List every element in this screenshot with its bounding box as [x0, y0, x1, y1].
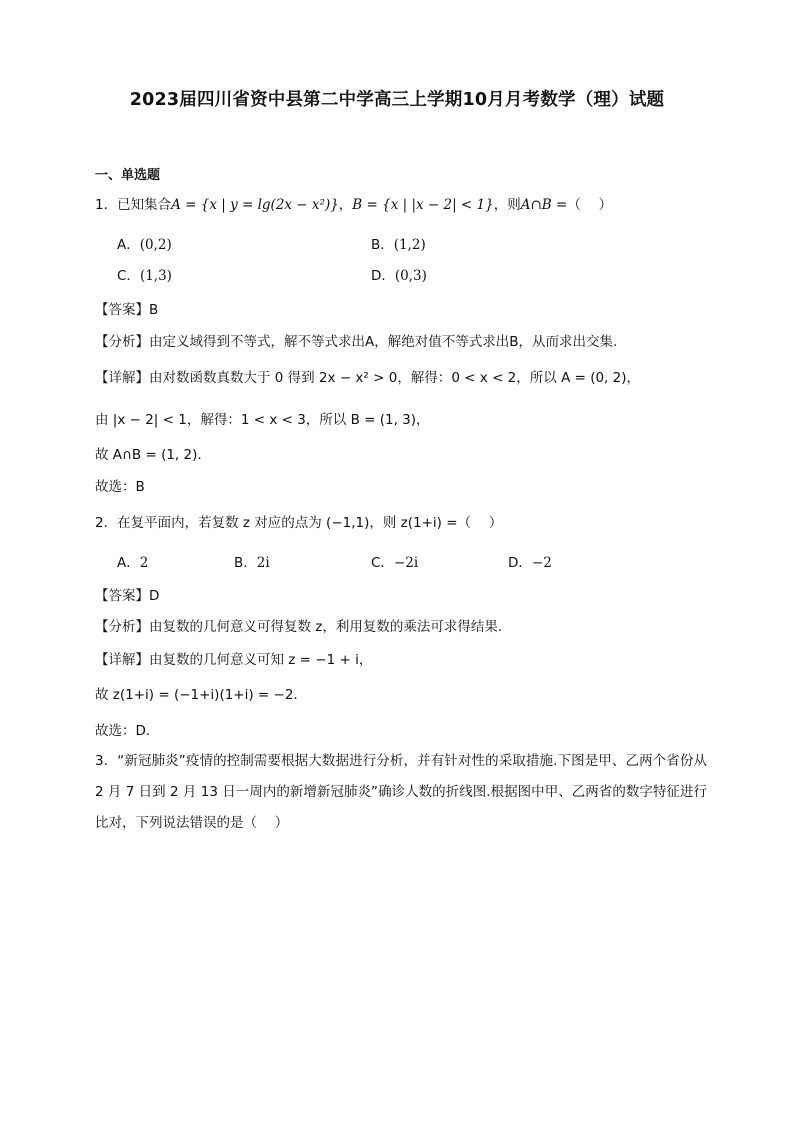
- q1-option-c: [117, 264, 172, 284]
- q1-option-d: [371, 264, 427, 284]
- page-title: 2023届四川省资中县第二中学高三上学期10月月考数学（理）试题: [129, 90, 665, 110]
- detail-tag: 【详解】: [95, 652, 149, 668]
- q2-detail-2: 故 z(1+i) = (−1+i)(1+i) = −2.: [95, 687, 298, 703]
- option-label: B．: [371, 237, 394, 253]
- option-value: (1,2): [393, 237, 426, 253]
- q2-option-d: [508, 551, 552, 571]
- q1-comma: ，: [338, 197, 353, 213]
- option-value: −2i: [393, 555, 419, 571]
- option-label: C．: [371, 555, 394, 571]
- answer-tag: 【答案】: [95, 588, 149, 604]
- option-label: C．: [117, 268, 140, 284]
- question-1-stem: [95, 193, 612, 213]
- q2-answer: [95, 584, 159, 604]
- answer-value: D: [149, 588, 160, 604]
- q1-option-a: [117, 233, 172, 253]
- q1-option-b: [371, 233, 426, 253]
- q2-analysis: [95, 615, 502, 635]
- q2-choose: 故选：D.: [95, 723, 151, 739]
- q1-set-a: A = {x | y = lg(2x − x²)}: [171, 197, 339, 213]
- q2-option-b: [234, 551, 270, 571]
- q1-ask: ，则: [493, 197, 521, 213]
- question-3-stem: 3．“新冠肺炎”疫情的控制需要根据大数据进行分析，并有针对性的采取措施.下图是甲、乙两个省份从 2 月 7 日到 2 月 13 日一周内的新增新冠肺炎”确诊人数的折线图.根据图中甲、乙两省的数字特征进行比对，下列说法错误的是（ ）: [95, 753, 707, 831]
- analysis-text: 由定义域得到不等式，解不等式求出A，解绝对值不等式求出B，从而求出交集.: [149, 334, 618, 350]
- q1-expr: A∩B =: [520, 197, 568, 213]
- q2-detail-1: [95, 648, 372, 668]
- answer-tag: 【答案】: [95, 302, 149, 318]
- q1-detail-2: 由 |x − 2| < 1，解得：1 < x < 3，所以 B = (1, 3)，: [95, 412, 430, 428]
- option-value: −2: [531, 555, 552, 571]
- section-heading: 一、单选题: [95, 168, 161, 183]
- analysis-tag: 【分析】: [95, 334, 149, 350]
- detail-text: 由复数的几何意义可知 z = −1 + i，: [149, 652, 373, 668]
- q1-paren: （ ）: [567, 197, 613, 213]
- option-value: (0,2): [139, 237, 172, 253]
- detail-text: 由对数函数真数大于 0 得到 2x − x² > 0，解得：0 < x < 2，所以 A = (0, 2)，: [149, 370, 640, 386]
- analysis-tag: 【分析】: [95, 619, 149, 635]
- question-2-stem: 2．在复平面内，若复数 z 对应的点为 (−1,1)，则 z(1+i) =（ ）: [95, 515, 503, 531]
- q1-answer: [95, 298, 158, 318]
- option-value: (1,3): [139, 268, 172, 284]
- detail-tag: 【详解】: [95, 370, 149, 386]
- option-label: A．: [117, 237, 140, 253]
- option-value: 2i: [256, 555, 270, 571]
- q1-analysis: [95, 330, 617, 350]
- q1-detail-1: [95, 366, 640, 386]
- answer-value: B: [149, 302, 159, 318]
- option-label: D．: [508, 555, 532, 571]
- option-value: 2: [139, 555, 149, 571]
- analysis-text: 由复数的几何意义可得复数 z，利用复数的乘法可求得结果.: [149, 619, 503, 635]
- q1-choose: 故选：B: [95, 479, 145, 495]
- q1-stem-text: 1．已知集合: [95, 197, 172, 213]
- q2-option-a: [117, 551, 148, 571]
- option-label: A．: [117, 555, 140, 571]
- option-value: (0,3): [394, 268, 427, 284]
- q1-set-b: B = {x | |x − 2| < 1}: [352, 197, 494, 213]
- option-label: B．: [234, 555, 257, 571]
- q2-option-c: [371, 551, 418, 571]
- option-label: D．: [371, 268, 395, 284]
- q1-detail-3: 故 A∩B = (1, 2).: [95, 447, 202, 463]
